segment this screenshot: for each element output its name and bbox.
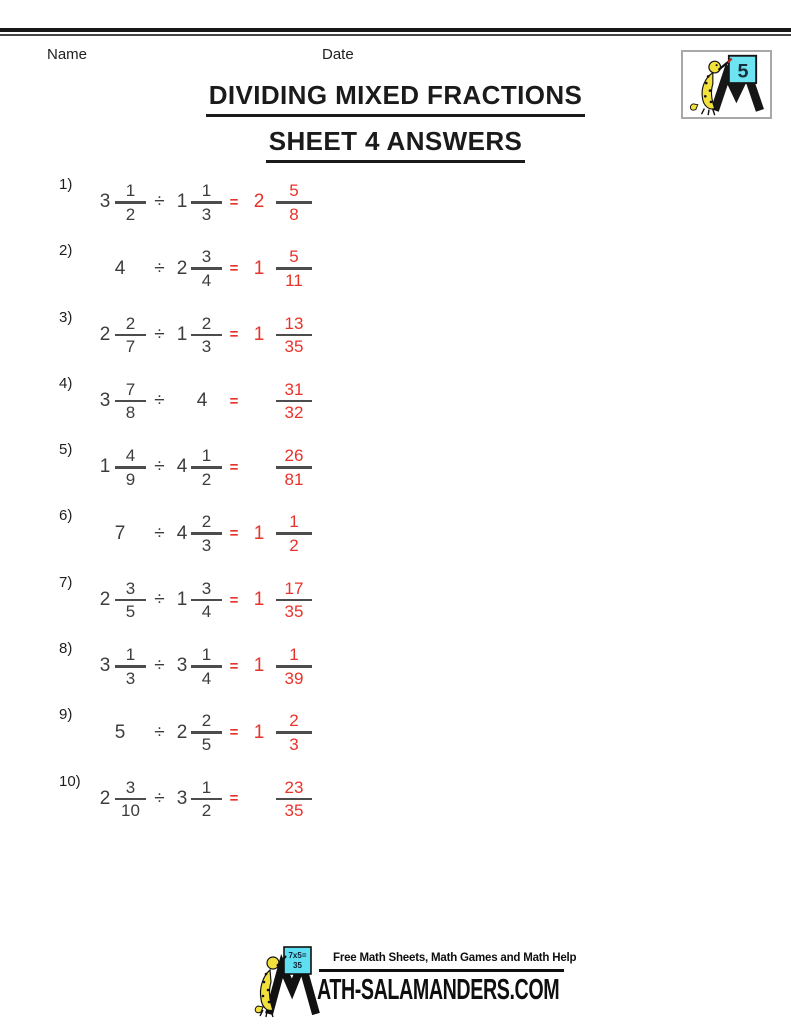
problems-list (57, 176, 407, 839)
divisor-whole: 2 (176, 257, 188, 279)
date-label: Date (322, 46, 354, 63)
dividend-whole: 5 (114, 721, 126, 743)
divisor-whole: 1 (176, 589, 188, 611)
equation (95, 578, 312, 623)
equals-sign: = (229, 193, 239, 211)
answer-whole: 1 (253, 257, 265, 279)
denominator: 32 (284, 403, 304, 423)
division-sign: ÷ (154, 787, 165, 809)
divisor-whole: 1 (176, 323, 188, 345)
board-answer-text: 35 (293, 961, 302, 970)
title-line-1: DIVIDING MIXED FRACTIONS (206, 80, 586, 117)
dividend-whole: 3 (99, 655, 111, 677)
footer-wordmark: ATH-SALAMANDERS.COM (317, 974, 560, 1007)
denominator: 5 (125, 602, 136, 622)
equation (95, 246, 312, 291)
equals-sign: = (229, 525, 239, 543)
divisor-fraction (191, 445, 222, 490)
division-sign: ÷ (154, 589, 165, 611)
problem-row (57, 441, 407, 507)
divisor-fraction (191, 511, 222, 556)
problem-row (57, 640, 407, 706)
numerator: 2 (125, 313, 136, 333)
divisor-fraction (191, 777, 222, 822)
problem-number: 2) (59, 242, 73, 260)
numerator: 1 (201, 645, 212, 665)
answer-fraction (276, 710, 312, 755)
equals-sign: = (229, 392, 239, 410)
answer-fraction (276, 511, 312, 556)
numerator: 3 (125, 777, 136, 797)
divisor-fraction (191, 710, 222, 755)
equation (95, 313, 312, 358)
problem-number: 6) (59, 507, 73, 525)
title-line-2: SHEET 4 ANSWERS (266, 126, 526, 163)
divisor-whole: 4 (196, 390, 208, 412)
divisor-fraction (191, 313, 222, 358)
divisor-fraction (191, 180, 222, 225)
denominator: 3 (289, 734, 299, 754)
logo-badge-number: 5 (737, 60, 749, 83)
division-sign: ÷ (154, 323, 165, 345)
equation (95, 710, 312, 755)
numerator: 1 (125, 181, 136, 200)
equation (95, 445, 312, 490)
problem-row (57, 574, 407, 640)
denominator: 2 (201, 469, 212, 489)
problem-row (57, 375, 407, 441)
dividend-whole: 7 (114, 522, 126, 544)
dividend-whole: 2 (99, 589, 111, 611)
problem-number: 4) (59, 374, 73, 392)
denominator: 11 (285, 270, 303, 290)
denominator: 9 (125, 469, 136, 489)
problem-number: 9) (59, 706, 73, 724)
answer-whole: 2 (253, 191, 265, 213)
numerator: 2 (201, 512, 212, 532)
divisor-whole: 3 (176, 655, 188, 677)
problem-number: 3) (59, 308, 73, 326)
equation (95, 180, 312, 225)
denominator: 3 (201, 204, 212, 224)
denominator: 8 (125, 403, 136, 423)
denominator: 2 (125, 204, 136, 224)
numerator: 3 (201, 578, 212, 598)
numerator: 1 (201, 446, 212, 466)
divisor-whole: 4 (176, 522, 188, 544)
numerator: 13 (284, 313, 304, 333)
denominator: 81 (284, 469, 304, 489)
dividend-fraction (115, 379, 146, 424)
equals-sign: = (229, 790, 239, 808)
numerator: 3 (125, 578, 136, 598)
numerator: 31 (284, 379, 304, 399)
problem-number: 7) (59, 573, 73, 591)
dividend-fraction (115, 313, 146, 358)
problem-row (57, 773, 407, 839)
problem-row (57, 309, 407, 375)
numerator: 17 (284, 578, 304, 598)
footer-tagline: Free Math Sheets, Math Games and Math Help (333, 952, 577, 964)
denominator: 5 (201, 734, 212, 754)
problem-row (57, 176, 407, 242)
dividend-fraction (115, 445, 146, 490)
problem-row (57, 242, 407, 308)
numerator: 5 (289, 247, 299, 267)
denominator: 7 (125, 337, 136, 357)
denominator: 35 (284, 337, 304, 357)
name-label: Name (47, 46, 88, 63)
denominator: 2 (289, 535, 299, 555)
numerator: 4 (125, 446, 136, 466)
numerator: 7 (125, 379, 136, 399)
answer-fraction (276, 644, 312, 689)
equation (95, 379, 312, 424)
answer-fraction (276, 180, 312, 225)
answer-whole: 1 (253, 589, 265, 611)
denominator: 8 (289, 204, 299, 224)
numerator: 1 (201, 777, 212, 797)
answer-whole: 1 (253, 522, 265, 544)
numerator: 2 (201, 711, 212, 731)
dividend-whole: 4 (114, 257, 126, 279)
equation (95, 777, 312, 822)
equals-sign: = (229, 591, 239, 609)
numerator: 5 (289, 181, 299, 200)
division-sign: ÷ (154, 456, 165, 478)
problem-number: 1) (59, 176, 73, 193)
denominator: 4 (201, 668, 212, 688)
dividend-whole: 1 (99, 456, 111, 478)
answer-whole: 1 (253, 323, 265, 345)
divisor-whole: 3 (176, 787, 188, 809)
problem-row (57, 507, 407, 573)
denominator: 35 (284, 602, 304, 622)
numerator: 2 (201, 313, 212, 333)
numerator: 1 (289, 512, 299, 532)
worksheet-title (0, 80, 791, 163)
dividend-whole: 2 (99, 323, 111, 345)
division-sign: ÷ (154, 721, 165, 743)
problem-number: 10) (59, 772, 81, 790)
denominator: 2 (201, 801, 212, 821)
dividend-whole: 3 (99, 390, 111, 412)
divisor-whole: 2 (176, 721, 188, 743)
answer-fraction (276, 578, 312, 623)
numerator: 3 (201, 247, 212, 267)
numerator: 26 (284, 446, 304, 466)
numerator: 1 (125, 645, 136, 665)
answer-fraction (276, 313, 312, 358)
problem-number: 8) (59, 640, 73, 658)
dividend-fraction (115, 644, 146, 689)
equals-sign: = (229, 260, 239, 278)
divisor-fraction (191, 578, 222, 623)
problem-row (57, 706, 407, 772)
equals-sign: = (229, 326, 239, 344)
divisor-fraction (191, 246, 222, 291)
dividend-fraction (115, 180, 146, 225)
dividend-fraction (115, 578, 146, 623)
denominator: 35 (284, 801, 304, 821)
divisor-whole: 4 (176, 456, 188, 478)
numerator: 1 (201, 181, 212, 200)
answer-fraction (276, 777, 312, 822)
equation (95, 644, 312, 689)
divisor-fraction (191, 644, 222, 689)
numerator: 1 (289, 645, 299, 665)
numerator: 2 (289, 711, 299, 731)
rule-thin-line (0, 34, 791, 36)
denominator: 39 (284, 668, 304, 688)
denominator: 4 (201, 270, 212, 290)
page-top-rule (0, 28, 791, 36)
denominator: 3 (201, 337, 212, 357)
equals-sign: = (229, 657, 239, 675)
footer-branding (253, 944, 583, 1022)
footer-rule (319, 969, 564, 972)
answer-fraction (276, 445, 312, 490)
equals-sign: = (229, 458, 239, 476)
answer-fraction (276, 246, 312, 291)
numerator: 23 (284, 777, 304, 797)
division-sign: ÷ (154, 390, 165, 412)
denominator: 3 (201, 535, 212, 555)
answer-whole: 1 (253, 655, 265, 677)
dividend-fraction (115, 777, 146, 822)
denominator: 4 (201, 602, 212, 622)
denominator: 10 (121, 801, 140, 821)
dividend-whole: 3 (99, 191, 111, 213)
division-sign: ÷ (154, 655, 165, 677)
division-sign: ÷ (154, 191, 165, 213)
dividend-whole: 2 (99, 787, 111, 809)
denominator: 3 (125, 668, 136, 688)
problem-number: 5) (59, 441, 73, 459)
equation (95, 511, 312, 556)
division-sign: ÷ (154, 522, 165, 544)
equals-sign: = (229, 724, 239, 742)
answer-fraction (276, 379, 312, 424)
divisor-whole: 1 (176, 191, 188, 213)
board-equation-text: 7x5= (288, 951, 307, 960)
division-sign: ÷ (154, 257, 165, 279)
answer-whole: 1 (253, 721, 265, 743)
